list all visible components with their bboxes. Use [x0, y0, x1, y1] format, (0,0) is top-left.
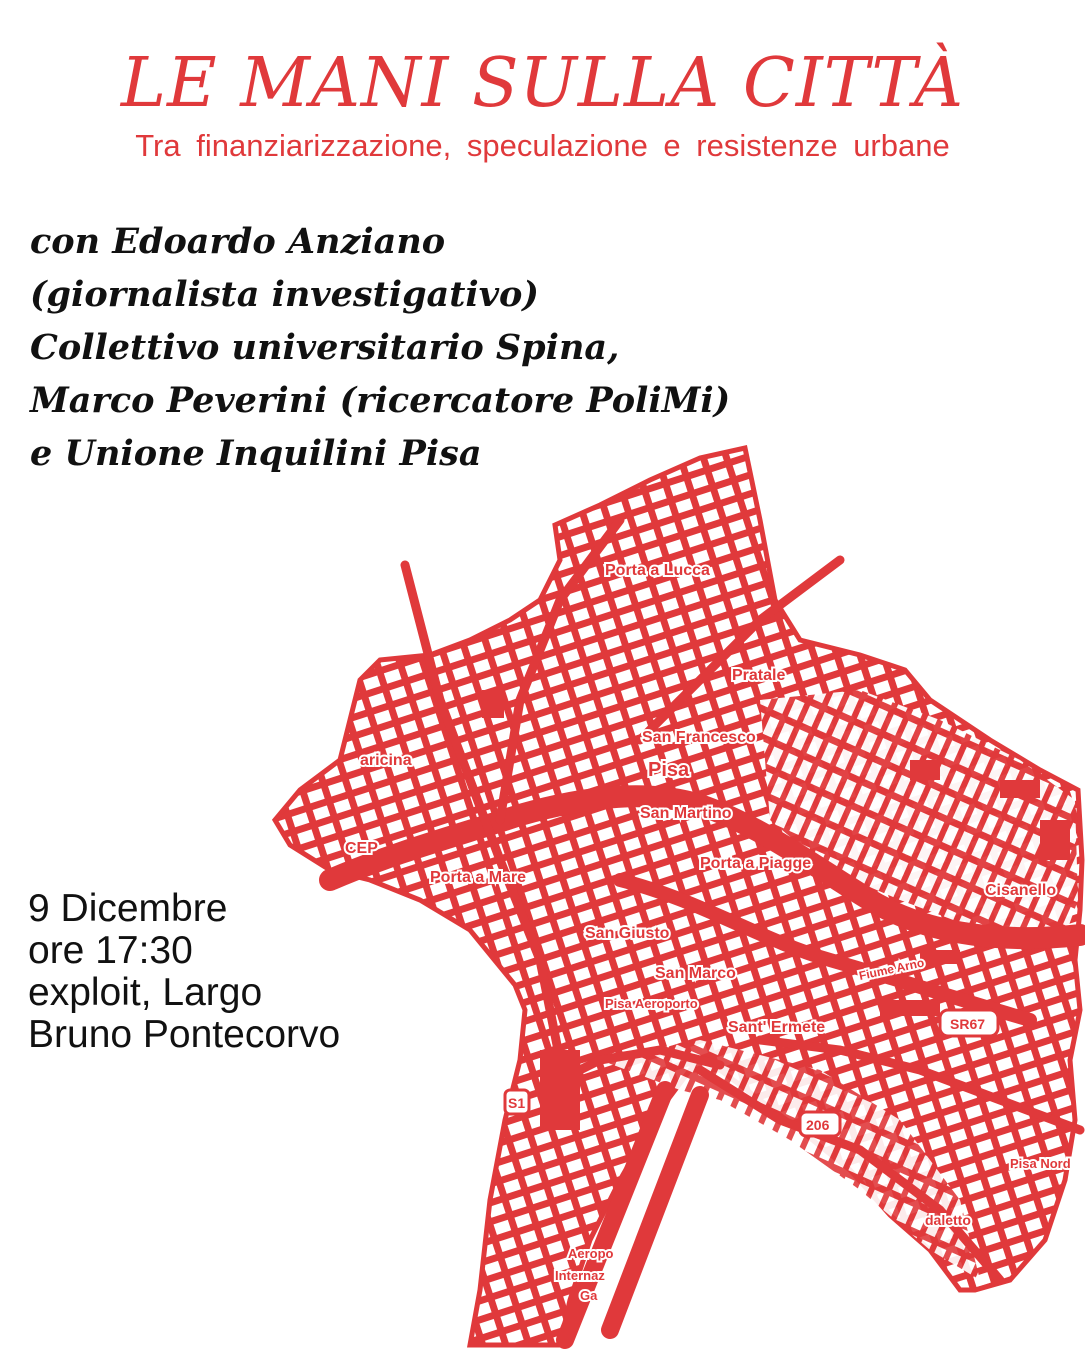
map-label-cep: CEP — [345, 840, 378, 857]
map-block — [1040, 820, 1070, 860]
map-label-cisanello: Cisanello — [985, 882, 1057, 899]
map-block — [540, 1050, 580, 1130]
map-label-san-martino: San Martino — [640, 805, 732, 822]
map-block — [920, 950, 960, 964]
map-label-206: 206 — [806, 1117, 830, 1133]
map-label-aeroporto: Aeropo — [568, 1246, 614, 1261]
map-label-pisa: Pisa — [648, 759, 690, 781]
map-label-internazionale: Internaz — [555, 1268, 605, 1283]
event-details — [28, 888, 548, 1056]
map-label-ospedaletto: daletto — [925, 1212, 971, 1228]
event-time: ore 17:30 — [28, 929, 193, 972]
map-block — [910, 760, 940, 780]
event-place: exploit, Largo — [28, 971, 263, 1014]
map-label-porta-a-mare: Porta a Mare — [430, 869, 527, 886]
map-label-pisa-aeroporto: Pisa Aeroporto — [605, 996, 698, 1011]
speaker-line: e Unione Inquilini Pisa — [30, 433, 482, 474]
map-label-fiume: Fiume Arno — [857, 955, 926, 983]
map-label-s1: S1 — [508, 1095, 526, 1111]
event-place-line2: Bruno Pontecorvo — [28, 1013, 341, 1056]
speaker-line: Collettivo universitario Spina, — [30, 327, 620, 368]
map-label-san-francesco: San Francesco — [642, 729, 756, 746]
map-label-sant-ermete: Sant' Ermete — [728, 1019, 826, 1036]
map-label-porta-a-piagge: Porta a Piagge — [700, 855, 812, 872]
map-label-galilei: Ga — [580, 1288, 598, 1303]
map-block — [1000, 780, 1040, 798]
map-label-san-marco: San Marco — [655, 965, 736, 982]
poster-subtitle: Tra finanziarizzazione, speculazione e resistenze urbane — [135, 128, 950, 163]
map-block — [482, 690, 504, 718]
map-label-sr67: SR67 — [950, 1016, 986, 1032]
speaker-line: Marco Peverini (ricercatore PoliMi) — [30, 380, 731, 421]
speakers-list — [30, 215, 910, 480]
map-label-pratale: Pratale — [732, 667, 786, 684]
map-block — [880, 1000, 940, 1016]
speaker-line: (giornalista investigativo) — [30, 274, 539, 315]
map-label-san-giusto: San Giusto — [585, 925, 670, 942]
speaker-line: con Edoardo Anziano — [30, 221, 446, 262]
map-label-porta-a-lucca: Porta a Lucca — [605, 562, 710, 579]
event-date: 9 Dicembre — [28, 887, 228, 930]
poster-title: LE MANI SULLA CITTÀ — [120, 44, 965, 123]
map-label-barbaricina: aricina — [360, 752, 412, 769]
map-label-pisa-nord: Pisa Nord — [1010, 1156, 1071, 1171]
